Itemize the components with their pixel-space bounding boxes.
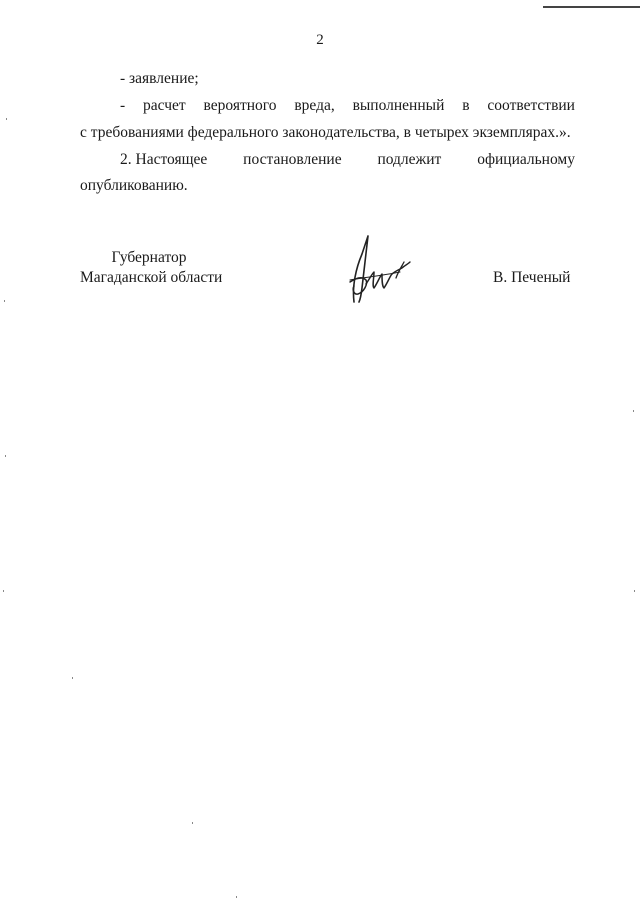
list-item-calculation-continuation: с требованиями федерального законодательства, в четырех экземплярах.». [80, 124, 571, 141]
word: вреда, [294, 97, 335, 114]
word: в [462, 97, 470, 114]
word: вероятного [203, 97, 277, 114]
scan-edge-line [543, 6, 640, 8]
signatory-name: В. Печеный [493, 269, 571, 286]
word: соответствии [487, 97, 575, 114]
paragraph-publication [120, 150, 575, 170]
scan-speck [236, 896, 237, 898]
handwritten-signature [340, 228, 420, 306]
word: расчет [143, 97, 186, 114]
scan-speck [6, 118, 7, 120]
scan-speck [633, 410, 634, 412]
signatory-title [80, 248, 223, 288]
scan-speck [4, 300, 5, 302]
paragraph-publication-continuation: опубликованию. [80, 177, 188, 194]
word: подлежит [377, 151, 442, 168]
scan-speck [634, 590, 635, 592]
word: - [120, 97, 126, 114]
word: выполненный [352, 97, 445, 114]
list-item-calculation [120, 96, 575, 116]
page-number: 2 [316, 32, 324, 48]
word: 2. Настоящее [120, 151, 208, 168]
signatory-title-line1: Губернатор [111, 249, 187, 266]
word: постановление [243, 151, 342, 168]
scan-speck [192, 822, 193, 824]
list-item-statement: - заявление; [120, 70, 199, 87]
scan-speck [5, 455, 6, 457]
word: официальному [477, 151, 575, 168]
signatory-title-line2: Магаданской области [80, 269, 223, 286]
scan-speck [72, 677, 73, 679]
scan-speck [3, 590, 4, 592]
